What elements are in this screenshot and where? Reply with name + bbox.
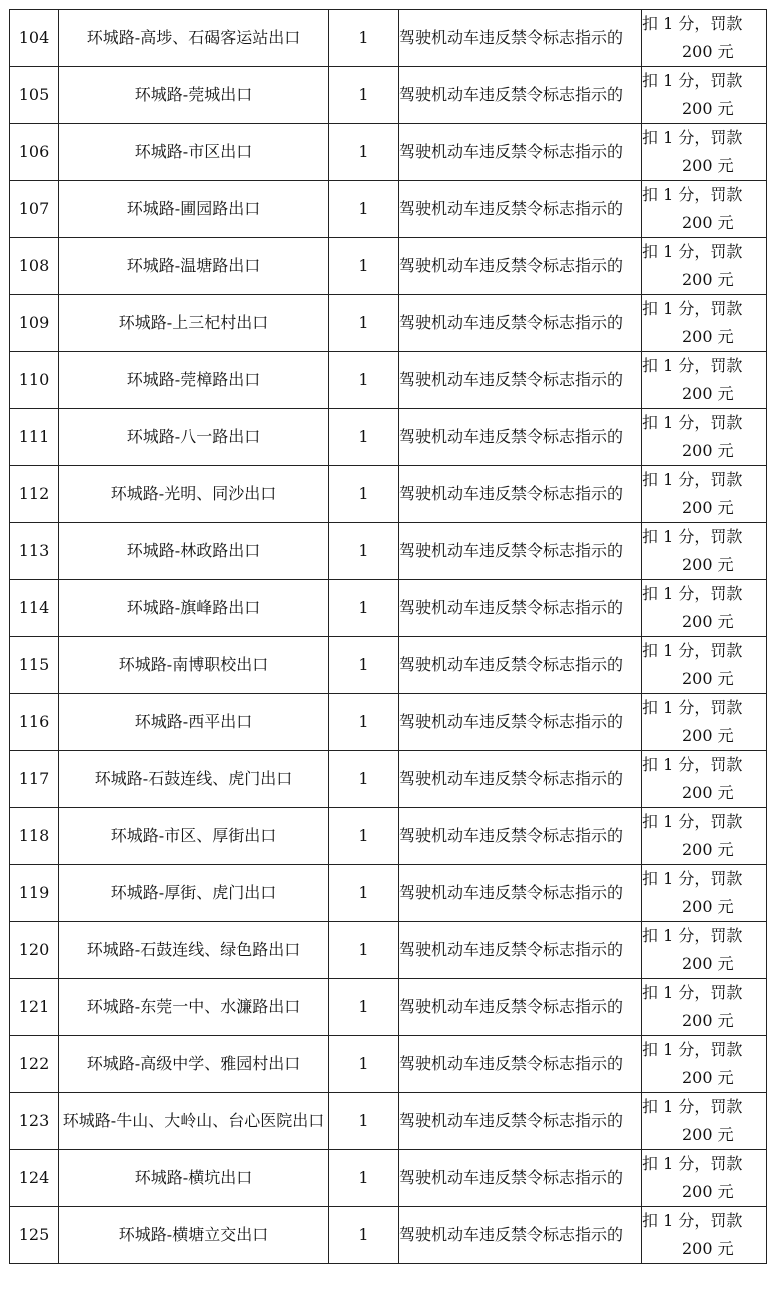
location-cell: 环城路-厚街、虎门出口 [59, 865, 329, 922]
penalty-points-text: 扣 1 分，罚款 [642, 242, 743, 261]
row-number-cell: 114 [10, 580, 59, 637]
location-cell: 环城路-莞樟路出口 [59, 352, 329, 409]
count-cell: 1 [329, 67, 399, 124]
table-row [10, 1150, 767, 1207]
table-row [10, 523, 767, 580]
row-number-cell: 117 [10, 751, 59, 808]
row-number-cell: 120 [10, 922, 59, 979]
row-number-cell: 110 [10, 352, 59, 409]
penalty-cell [642, 751, 767, 808]
violation-description-cell: 驾驶机动车违反禁令标志指示的 [399, 523, 642, 580]
table-row [10, 865, 767, 922]
penalty-cell [642, 238, 767, 295]
row-number-cell: 118 [10, 808, 59, 865]
location-cell: 环城路-石鼓连线、绿色路出口 [59, 922, 329, 979]
count-cell: 1 [329, 751, 399, 808]
location-cell: 环城路-圃园路出口 [59, 181, 329, 238]
violation-description-cell: 驾驶机动车违反禁令标志指示的 [399, 352, 642, 409]
penalty-points-text: 扣 1 分，罚款 [642, 14, 743, 33]
table-row [10, 751, 767, 808]
row-number-cell: 106 [10, 124, 59, 181]
location-cell: 环城路-横塘立交出口 [59, 1207, 329, 1264]
count-cell: 1 [329, 1150, 399, 1207]
penalty-cell [642, 580, 767, 637]
location-cell: 环城路-高级中学、雅园村出口 [59, 1036, 329, 1093]
location-cell: 环城路-南博职校出口 [59, 637, 329, 694]
count-cell: 1 [329, 124, 399, 181]
penalty-cell [642, 523, 767, 580]
penalty-cell [642, 979, 767, 1036]
penalty-points-text: 扣 1 分，罚款 [642, 584, 743, 603]
penalty-points-text: 扣 1 分，罚款 [642, 413, 743, 432]
penalty-cell [642, 124, 767, 181]
penalty-fine-text: 200 元 [682, 726, 734, 745]
count-cell: 1 [329, 10, 399, 67]
count-cell: 1 [329, 580, 399, 637]
violation-description-cell: 驾驶机动车违反禁令标志指示的 [399, 124, 642, 181]
penalty-fine-text: 200 元 [682, 783, 734, 802]
row-number-cell: 125 [10, 1207, 59, 1264]
row-number-cell: 109 [10, 295, 59, 352]
penalty-cell [642, 637, 767, 694]
table-row [10, 181, 767, 238]
location-cell: 环城路-光明、同沙出口 [59, 466, 329, 523]
penalty-cell [642, 409, 767, 466]
count-cell: 1 [329, 694, 399, 751]
row-number-cell: 111 [10, 409, 59, 466]
count-cell: 1 [329, 409, 399, 466]
violation-description-cell: 驾驶机动车违反禁令标志指示的 [399, 1093, 642, 1150]
table-row [10, 352, 767, 409]
count-cell: 1 [329, 1093, 399, 1150]
penalty-fine-text: 200 元 [682, 99, 734, 118]
violation-description-cell: 驾驶机动车违反禁令标志指示的 [399, 466, 642, 523]
row-number-cell: 105 [10, 67, 59, 124]
penalty-points-text: 扣 1 分，罚款 [642, 983, 743, 1002]
violation-locations-table [9, 9, 767, 1264]
location-cell: 环城路-旗峰路出口 [59, 580, 329, 637]
row-number-cell: 108 [10, 238, 59, 295]
penalty-fine-text: 200 元 [682, 1068, 734, 1087]
row-number-cell: 113 [10, 523, 59, 580]
penalty-fine-text: 200 元 [682, 1182, 734, 1201]
row-number-cell: 107 [10, 181, 59, 238]
row-number-cell: 112 [10, 466, 59, 523]
table-row [10, 466, 767, 523]
location-cell: 环城路-横坑出口 [59, 1150, 329, 1207]
penalty-cell [642, 865, 767, 922]
violation-description-cell: 驾驶机动车违反禁令标志指示的 [399, 751, 642, 808]
penalty-fine-text: 200 元 [682, 498, 734, 517]
row-number-cell: 104 [10, 10, 59, 67]
row-number-cell: 121 [10, 979, 59, 1036]
location-cell: 环城路-莞城出口 [59, 67, 329, 124]
violation-description-cell: 驾驶机动车违反禁令标志指示的 [399, 295, 642, 352]
table-row [10, 1036, 767, 1093]
penalty-points-text: 扣 1 分，罚款 [642, 641, 743, 660]
penalty-cell [642, 1036, 767, 1093]
penalty-fine-text: 200 元 [682, 270, 734, 289]
penalty-points-text: 扣 1 分，罚款 [642, 1040, 743, 1059]
violation-description-cell: 驾驶机动车违反禁令标志指示的 [399, 238, 642, 295]
penalty-cell [642, 922, 767, 979]
penalty-points-text: 扣 1 分，罚款 [642, 299, 743, 318]
penalty-cell [642, 352, 767, 409]
table-row [10, 979, 767, 1036]
penalty-fine-text: 200 元 [682, 954, 734, 973]
penalty-fine-text: 200 元 [682, 441, 734, 460]
violation-description-cell: 驾驶机动车违反禁令标志指示的 [399, 409, 642, 466]
penalty-cell [642, 808, 767, 865]
penalty-points-text: 扣 1 分，罚款 [642, 356, 743, 375]
table-row [10, 67, 767, 124]
location-cell: 环城路-温塘路出口 [59, 238, 329, 295]
penalty-cell [642, 295, 767, 352]
row-number-cell: 119 [10, 865, 59, 922]
count-cell: 1 [329, 637, 399, 694]
penalty-fine-text: 200 元 [682, 1239, 734, 1258]
penalty-fine-text: 200 元 [682, 669, 734, 688]
penalty-cell [642, 67, 767, 124]
violation-description-cell: 驾驶机动车违反禁令标志指示的 [399, 979, 642, 1036]
violation-description-cell: 驾驶机动车违反禁令标志指示的 [399, 10, 642, 67]
location-cell: 环城路-东莞一中、水濂路出口 [59, 979, 329, 1036]
violation-description-cell: 驾驶机动车违反禁令标志指示的 [399, 808, 642, 865]
penalty-fine-text: 200 元 [682, 1011, 734, 1030]
penalty-cell [642, 181, 767, 238]
penalty-points-text: 扣 1 分，罚款 [642, 128, 743, 147]
row-number-cell: 124 [10, 1150, 59, 1207]
table-row [10, 922, 767, 979]
location-cell: 环城路-西平出口 [59, 694, 329, 751]
location-cell: 环城路-八一路出口 [59, 409, 329, 466]
penalty-fine-text: 200 元 [682, 42, 734, 61]
penalty-fine-text: 200 元 [682, 1125, 734, 1144]
penalty-fine-text: 200 元 [682, 612, 734, 631]
count-cell: 1 [329, 466, 399, 523]
location-cell: 环城路-林政路出口 [59, 523, 329, 580]
table-row [10, 238, 767, 295]
penalty-points-text: 扣 1 分，罚款 [642, 1211, 743, 1230]
table-row [10, 580, 767, 637]
table-row [10, 409, 767, 466]
row-number-cell: 123 [10, 1093, 59, 1150]
violation-description-cell: 驾驶机动车违反禁令标志指示的 [399, 694, 642, 751]
count-cell: 1 [329, 1036, 399, 1093]
count-cell: 1 [329, 1207, 399, 1264]
location-cell: 环城路-市区、厚街出口 [59, 808, 329, 865]
count-cell: 1 [329, 922, 399, 979]
table-row [10, 10, 767, 67]
row-number-cell: 115 [10, 637, 59, 694]
count-cell: 1 [329, 295, 399, 352]
violation-description-cell: 驾驶机动车违反禁令标志指示的 [399, 1150, 642, 1207]
violation-description-cell: 驾驶机动车违反禁令标志指示的 [399, 865, 642, 922]
penalty-points-text: 扣 1 分，罚款 [642, 527, 743, 546]
penalty-points-text: 扣 1 分，罚款 [642, 926, 743, 945]
location-cell: 环城路-上三杞村出口 [59, 295, 329, 352]
count-cell: 1 [329, 181, 399, 238]
penalty-points-text: 扣 1 分，罚款 [642, 470, 743, 489]
penalty-points-text: 扣 1 分，罚款 [642, 812, 743, 831]
table-row [10, 808, 767, 865]
penalty-fine-text: 200 元 [682, 156, 734, 175]
penalty-fine-text: 200 元 [682, 555, 734, 574]
count-cell: 1 [329, 808, 399, 865]
violation-description-cell: 驾驶机动车违反禁令标志指示的 [399, 580, 642, 637]
penalty-points-text: 扣 1 分，罚款 [642, 869, 743, 888]
penalty-fine-text: 200 元 [682, 384, 734, 403]
count-cell: 1 [329, 352, 399, 409]
table-row [10, 637, 767, 694]
table-row [10, 694, 767, 751]
table-body [10, 10, 767, 1264]
penalty-cell [642, 466, 767, 523]
row-number-cell: 116 [10, 694, 59, 751]
count-cell: 1 [329, 979, 399, 1036]
violation-description-cell: 驾驶机动车违反禁令标志指示的 [399, 1036, 642, 1093]
penalty-fine-text: 200 元 [682, 840, 734, 859]
penalty-points-text: 扣 1 分，罚款 [642, 71, 743, 90]
penalty-cell [642, 10, 767, 67]
penalty-points-text: 扣 1 分，罚款 [642, 755, 743, 774]
violation-description-cell: 驾驶机动车违反禁令标志指示的 [399, 637, 642, 694]
count-cell: 1 [329, 523, 399, 580]
penalty-fine-text: 200 元 [682, 897, 734, 916]
location-cell: 环城路-石鼓连线、虎门出口 [59, 751, 329, 808]
penalty-cell [642, 694, 767, 751]
penalty-points-text: 扣 1 分，罚款 [642, 185, 743, 204]
penalty-cell [642, 1207, 767, 1264]
location-cell: 环城路-市区出口 [59, 124, 329, 181]
table-row [10, 1207, 767, 1264]
penalty-points-text: 扣 1 分，罚款 [642, 698, 743, 717]
violation-description-cell: 驾驶机动车违反禁令标志指示的 [399, 922, 642, 979]
penalty-fine-text: 200 元 [682, 213, 734, 232]
penalty-fine-text: 200 元 [682, 327, 734, 346]
penalty-points-text: 扣 1 分，罚款 [642, 1154, 743, 1173]
count-cell: 1 [329, 238, 399, 295]
count-cell: 1 [329, 865, 399, 922]
row-number-cell: 122 [10, 1036, 59, 1093]
violation-description-cell: 驾驶机动车违反禁令标志指示的 [399, 67, 642, 124]
table-row [10, 124, 767, 181]
violation-description-cell: 驾驶机动车违反禁令标志指示的 [399, 181, 642, 238]
violation-description-cell: 驾驶机动车违反禁令标志指示的 [399, 1207, 642, 1264]
penalty-cell [642, 1150, 767, 1207]
location-cell: 环城路-牛山、大岭山、台心医院出口 [59, 1093, 329, 1150]
table-row [10, 295, 767, 352]
table-row [10, 1093, 767, 1150]
penalty-points-text: 扣 1 分，罚款 [642, 1097, 743, 1116]
location-cell: 环城路-高埗、石碣客运站出口 [59, 10, 329, 67]
penalty-cell [642, 1093, 767, 1150]
